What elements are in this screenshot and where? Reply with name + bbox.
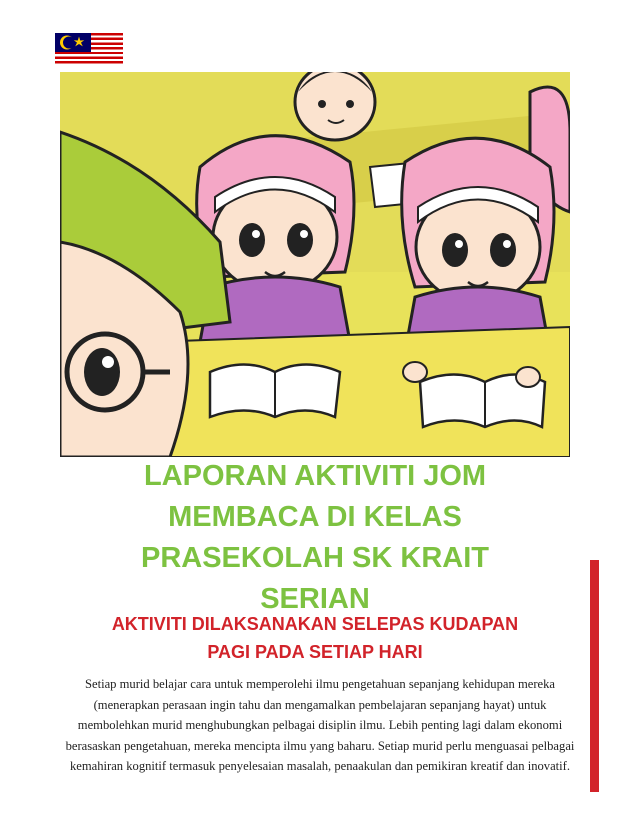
hero-illustration [60, 72, 570, 457]
malaysia-flag-icon [55, 33, 123, 66]
title-line: LAPORAN AKTIVITI JOM [143, 460, 487, 492]
subtitle-line: AKTIVITI DILAKSANAKAN SELEPAS KUDAPAN [111, 614, 519, 634]
body-paragraph: Setiap murid belajar cara untuk memperolehi ilmu pengetahuan sepanjang kehidupan mereka (menerapkan perasaan ingin tahu dan mengamalkan pembelajaran sepanjang hayat) untuk membolehkan murid menghubungkan pelbagai disiplin ilmu. Lebih penting lagi dalam ekonomi berasaskan pengetahuan, mereka mencipta ilmu yang baharu. Setiap murid perlu menguasai pelbagai kemahiran kognitif termasuk penyelesaian masalah, penaakulan dan pemikiran kreatif dan inovatif. [65, 677, 575, 774]
title-line: PRASEKOLAH SK KRAIT [140, 542, 489, 574]
crescent-star-icon [55, 33, 91, 52]
cartoon-children-reading-illustration [60, 72, 570, 457]
title-line: MEMBACA DI KELAS [168, 501, 462, 533]
report-title [95, 456, 535, 620]
report-subtitle [60, 610, 570, 666]
subtitle-line: PAGI PADA SETIAP HARI [207, 642, 423, 662]
red-side-bar [590, 560, 599, 792]
title-line: SERIAN [260, 583, 370, 615]
